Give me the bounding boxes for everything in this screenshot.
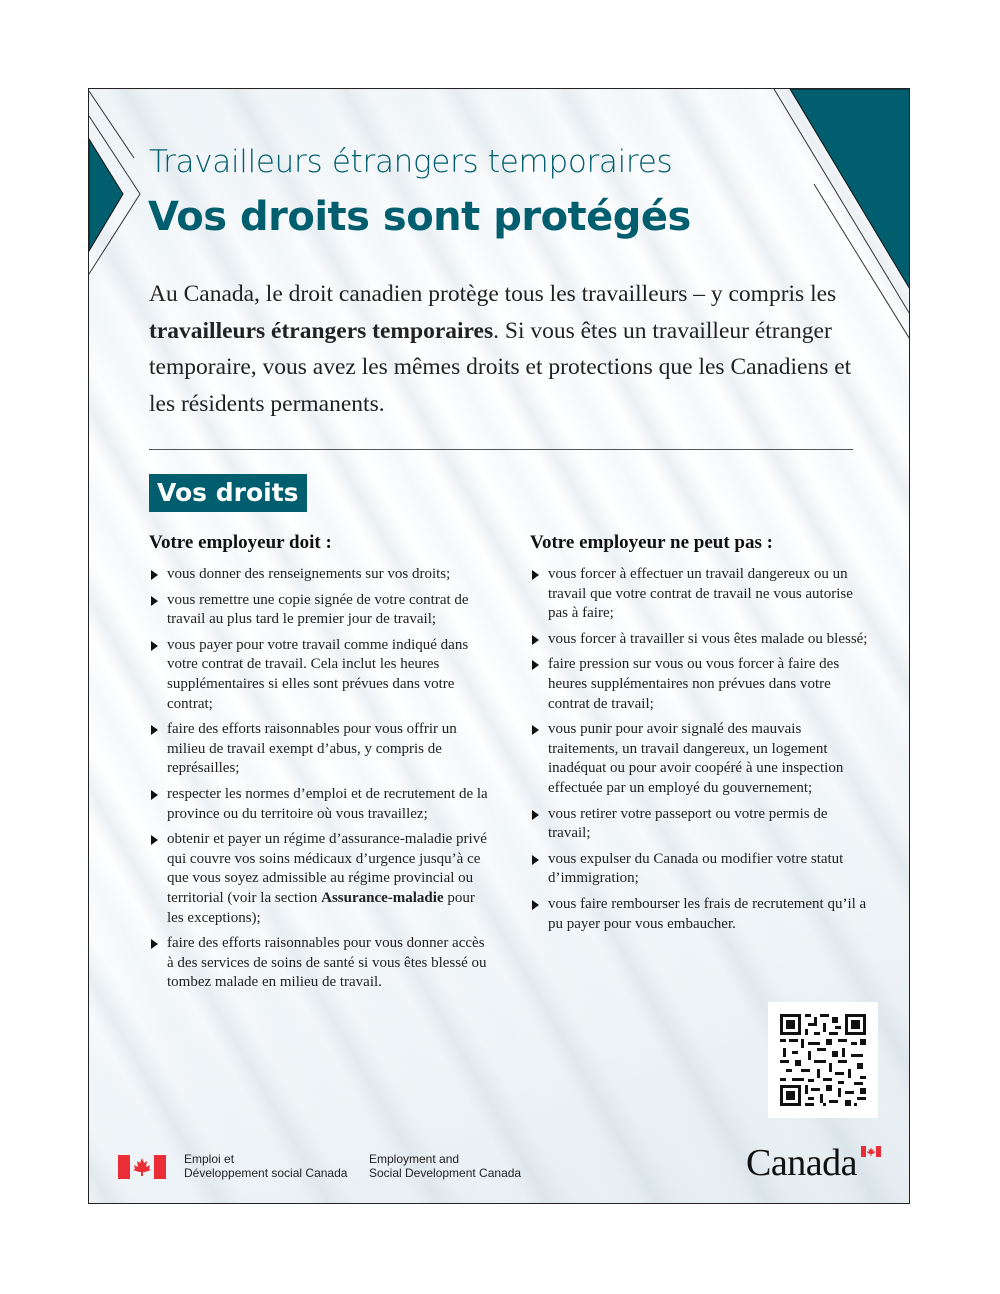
- triangle-right-icon: [151, 570, 158, 580]
- triangle-right-icon: [151, 641, 158, 651]
- employer-cannot-column: [530, 532, 870, 940]
- list-item: vous forcer à travailler si vous êtes malade ou blessé;: [530, 630, 870, 650]
- list-item: vous donner des renseignements sur vos droits;: [149, 565, 489, 585]
- canada-wordmark: Canada: [746, 1142, 857, 1184]
- triangle-right-icon: [151, 790, 158, 800]
- list-item: faire pression sur vous ou vous forcer à faire des heures supplémentaires non prévues dans votre contrat de travail;: [530, 655, 870, 714]
- employer-must-list: [149, 565, 489, 993]
- intro-text-1: Au Canada, le droit canadien protège tous les travailleurs – y compris les: [149, 281, 837, 307]
- triangle-right-icon: [151, 939, 158, 949]
- qr-code-icon: [768, 1002, 878, 1118]
- canada-flag-icon: [118, 1155, 166, 1179]
- triangle-right-icon: [532, 725, 539, 735]
- list-item: vous remettre une copie signée de votre contrat de travail au plus tard le premier jour de travail;: [149, 591, 489, 630]
- intro-paragraph: [149, 276, 869, 422]
- triangle-right-icon: [532, 810, 539, 820]
- employer-must-column: [149, 532, 489, 999]
- triangle-right-icon: [532, 900, 539, 910]
- triangle-right-icon: [151, 596, 158, 606]
- list-item: faire des efforts raisonnables pour vous donner accès à des services de soins de santé si vous êtes blessé ou tombez malade en milieu de travail.: [149, 934, 489, 993]
- employer-cannot-list: [530, 565, 870, 934]
- triangle-right-icon: [532, 855, 539, 865]
- list-item: vous punir pour avoir signalé des mauvais traitements, un travail dangereux, un logement inadéquat ou pour avoir coopéré à une inspection effectuée par un employé du gouvernement;: [530, 720, 870, 798]
- page-subtitle: Travailleurs étrangers temporaires: [149, 144, 673, 180]
- triangle-right-icon: [151, 725, 158, 735]
- list-item: respecter les normes d’emploi et de recrutement de la province ou du territoire où vous travaillez;: [149, 785, 489, 824]
- triangle-right-icon: [151, 835, 158, 845]
- department-name-en: Employment and Social Development Canada: [369, 1152, 522, 1180]
- triangle-right-icon: [532, 660, 539, 670]
- page-title: Vos droits sont protégés: [148, 194, 691, 240]
- triangle-right-icon: [532, 570, 539, 580]
- department-name-fr: Emploi et Développement social Canada: [184, 1152, 348, 1180]
- assurance-maladie-reference: Assurance-maladie: [321, 889, 444, 906]
- poster-frame: [88, 88, 910, 1204]
- qr-code[interactable]: [768, 1002, 878, 1118]
- section-heading-vos-droits: Vos droits: [149, 474, 307, 512]
- intro-text-2: . Si vous êtes un travailleur étranger temporaire, vous avez les mêmes droits et protections que les Canadiens et les résidents permanents.: [149, 317, 852, 417]
- canada-flag-icon: [861, 1146, 881, 1157]
- section-divider: [149, 449, 853, 450]
- list-item: vous faire rembourser les frais de recrutement qu’il a pu payer pour vous embaucher.: [530, 895, 870, 934]
- intro-bold-text: travailleurs étrangers temporaires: [149, 317, 494, 344]
- list-item: vous forcer à effectuer un travail dangereux ou un travail que votre contrat de travail ne vous autorise pas à faire;: [530, 565, 870, 624]
- list-item: obtenir et payer un régime d’assurance-maladie privé qui couvre vos soins médicaux d’urgence jusqu’à ce que vous soyez admissible au régime provincial ou territorial (voir la section Assurance-maladie pour les exceptions);: [149, 830, 489, 928]
- column-heading: Votre employeur ne peut pas :: [530, 532, 773, 553]
- list-item: vous retirer votre passeport ou votre permis de travail;: [530, 805, 870, 844]
- list-item: vous payer pour votre travail comme indiqué dans votre contrat de travail. Cela inclut les heures supplémentaires si elles sont prévues dans votre contrat;: [149, 636, 489, 714]
- list-item: vous expulser du Canada ou modifier votre statut d’immigration;: [530, 850, 870, 889]
- triangle-right-icon: [532, 635, 539, 645]
- column-heading: Votre employeur doit :: [149, 532, 332, 553]
- list-item: faire des efforts raisonnables pour vous offrir un milieu de travail exempt d’abus, y compris de représailles;: [149, 720, 489, 779]
